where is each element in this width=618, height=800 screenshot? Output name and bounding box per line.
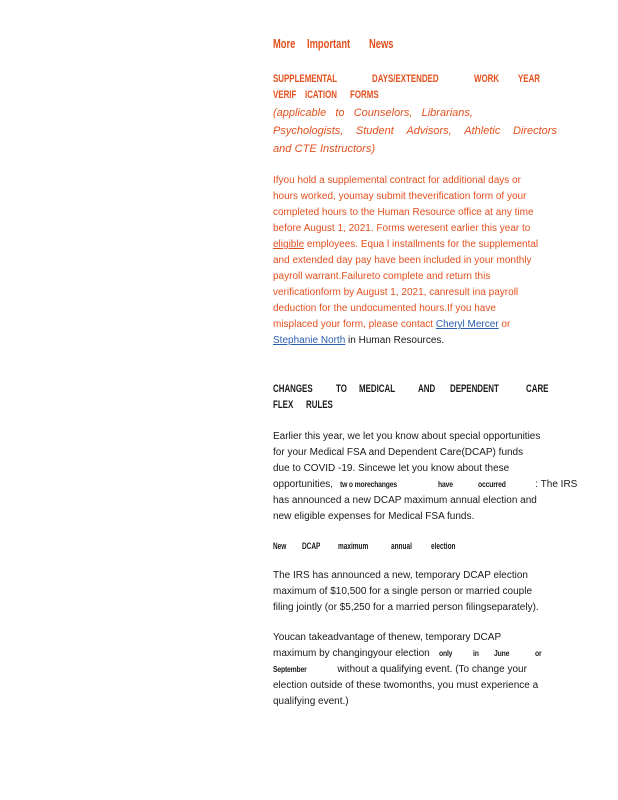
flex-rules-heading [273,381,573,413]
body-line: filing jointly (or $5,250 for a married person filingseparately). [273,602,539,613]
note-word: Psychologists, [273,125,344,137]
body-line [273,333,573,349]
note-word: to [335,107,345,119]
dcap-change-paragraph [273,630,573,710]
body-line: Ifyou hold a supplemental contract for additional days or [273,175,521,186]
body-text: without a qualifying event. (To change your [337,664,527,675]
body-line: maximum of $10,500 for a single person or married couple [273,586,533,597]
subheading-word: DCAP [302,541,321,551]
subheading-word: New [273,541,287,551]
note-word: Athletic [464,125,501,137]
body-text: maximum by changingyour election [273,648,430,659]
supplemental-body [273,173,573,349]
body-line: deduction for the undocumented hours.If you have [273,303,496,314]
body-line: The IRS has announced a new, temporary DCAP election [273,570,528,581]
body-text: only [438,649,452,658]
body-line [273,317,573,333]
dcap-subheading [273,539,573,553]
subheading-word: election [430,541,456,551]
heading-word: DEPENDENT [449,383,499,395]
body-text: September [273,665,307,674]
dcap-paragraph [273,568,573,616]
body-text: opportunities, [273,479,334,490]
subheading-word: WORK [473,73,499,85]
heading-word: FLEX [273,399,294,411]
body-line: and extended day pay have been included in your monthly [273,255,532,266]
applicable-note [273,104,573,158]
body-line: new eligible expenses for Medical FSA funds. [273,511,475,522]
note-word: Advisors, [406,125,452,137]
heading-word: AND [417,383,435,395]
body-text: in [472,649,479,658]
subheading-word: ICATION [305,89,338,101]
body-text: June [494,649,510,658]
body-text: or [498,319,511,330]
news-heading [273,36,573,54]
body-line: completed hours to the Human Resource office at any time [273,207,534,218]
heading-word: MEDICAL [359,383,396,395]
note-word: Counselors, [353,107,413,119]
body-line: before August 1, 2021. Forms weresent earlier this year to [273,223,531,234]
note-word: (applicable [273,107,327,119]
subheading-word: DAYS/EXTENDED [371,73,439,85]
subheading-word: maximum [338,541,369,551]
heading-word: More [273,36,296,51]
eligible-text: eligible [273,239,305,250]
subheading-word: VERIF [273,89,297,101]
heading-word: TO [336,383,348,395]
note-word: Instructors) [319,143,375,155]
body-line [273,237,573,253]
body-text: or [535,649,542,658]
heading-word: News [369,36,394,51]
body-line: for your Medical FSA and Dependent Care(DCAP) funds [273,447,524,458]
flex-rules-intro [273,429,578,525]
supplemental-heading [273,71,573,103]
subheading-word: SUPPLEMENTAL [273,73,338,85]
subheading-word: YEAR [518,73,541,85]
body-line: payroll warrant.Failureto complete and return this [273,271,491,282]
body-line: verificationform by August 1, 2021, canresult ina payroll [273,287,519,298]
note-word: Directors [512,125,557,137]
body-line: has announced a new DCAP maximum annual election and [273,495,537,506]
body-text: employees. Equa l installments for the supplemental [304,239,539,250]
subheading-word: FORMS [349,89,379,101]
body-text: have [437,480,453,489]
body-text: misplaced your form, please contact [273,319,436,330]
body-line: due to COVID -19. Sincewe let you know about these [273,463,510,474]
note-word: Librarians, [421,107,473,119]
stephanie-north-link[interactable]: Stephanie North [273,335,346,346]
note-word: CTE [294,143,317,155]
body-line: Earlier this year, we let you know about special opportunities [273,431,541,442]
body-text: occurred [477,480,506,489]
body-line [273,477,578,493]
body-line: hours worked, youmay submit theverification form of your [273,191,527,202]
subheading-word: annual [391,541,413,551]
body-line [273,646,573,662]
body-text: : The IRS [535,479,578,490]
heading-word: Important [306,36,350,51]
cheryl-mercer-link[interactable]: Cheryl Mercer [435,319,499,330]
heading-word: RULES [305,399,333,411]
body-line: Youcan takeadvantage of thenew, temporary DCAP [273,632,502,643]
note-word: and [273,143,292,155]
body-line: election outside of these twomonths, you must experience a [273,680,539,691]
body-line: qualifying event.) [273,696,349,707]
body-line [273,662,573,678]
note-word: Student [355,125,394,137]
heading-word: CARE [525,383,549,395]
body-text: tw o morechanges [339,480,397,489]
heading-word: CHANGES [273,383,313,395]
body-text: in Human Resources. [345,335,445,346]
